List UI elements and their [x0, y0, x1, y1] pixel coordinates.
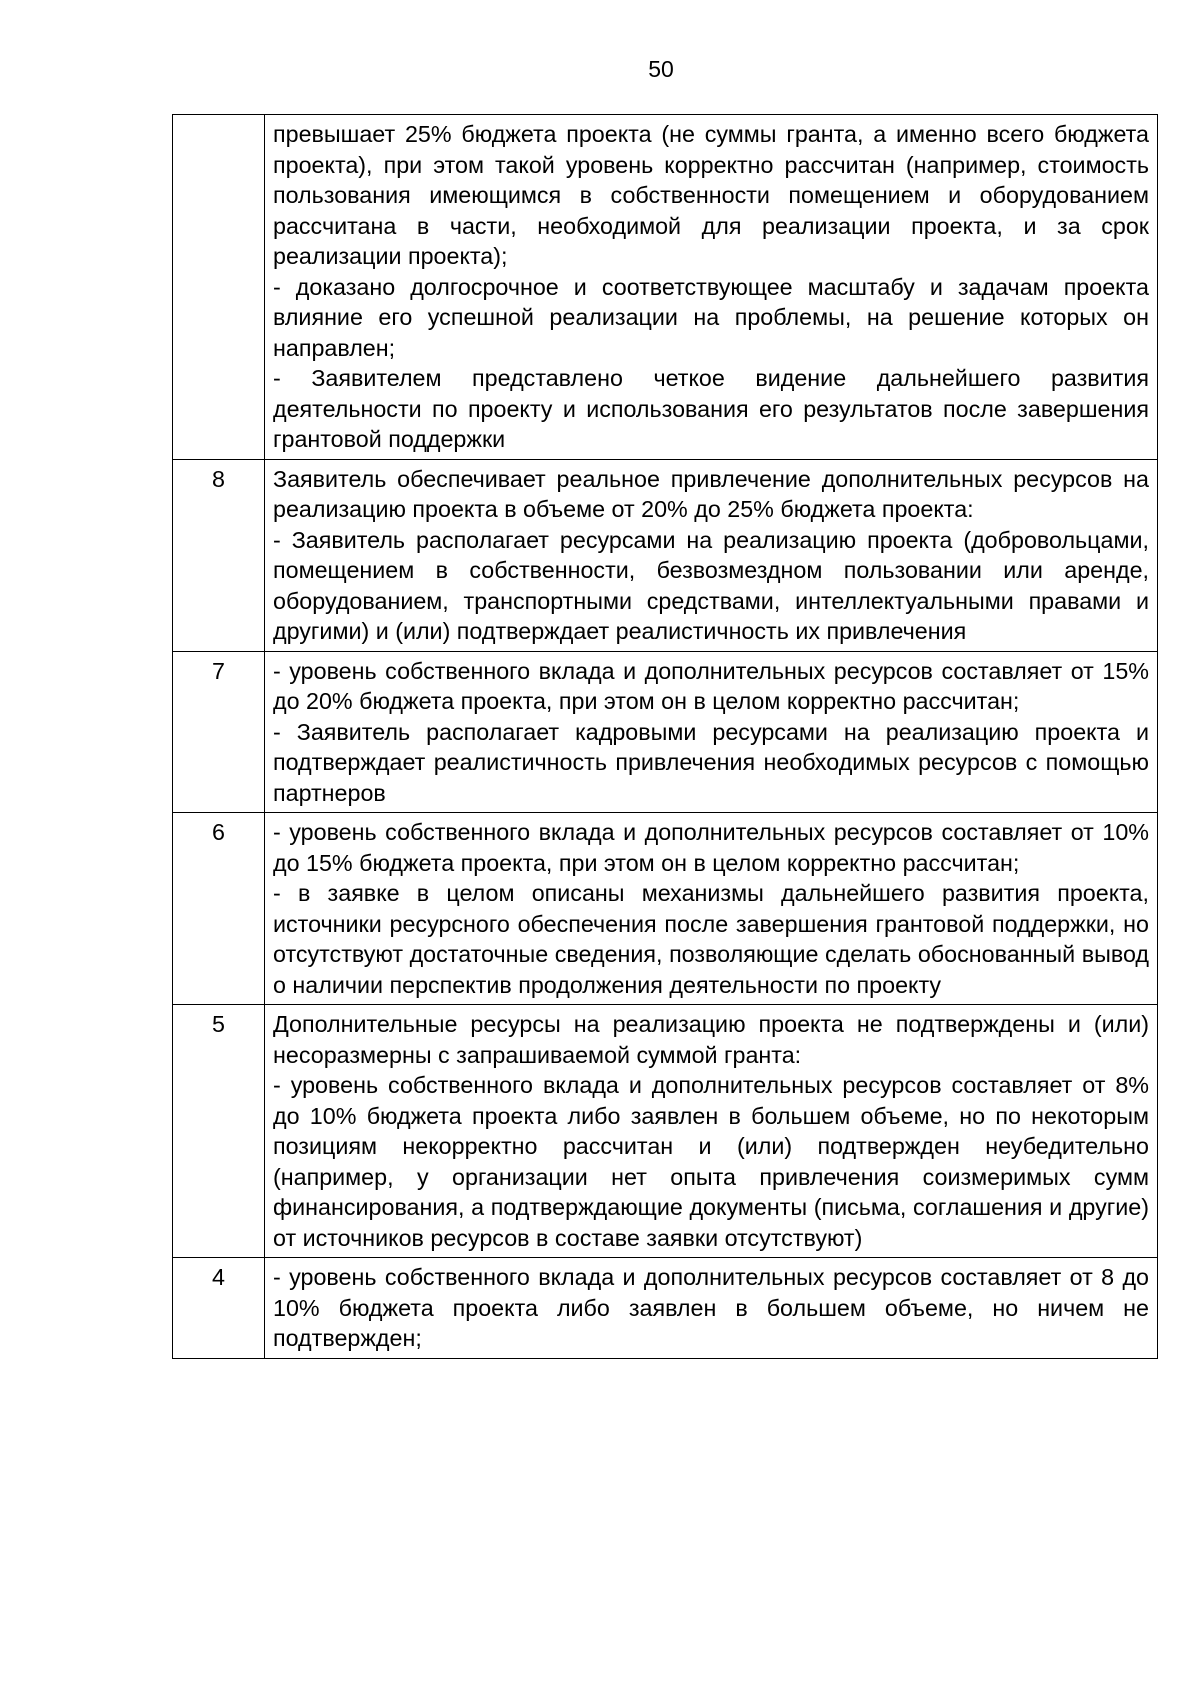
description-cell — [265, 459, 1158, 651]
table-row — [173, 459, 1158, 651]
paragraph: - Заявитель располагает кадровыми ресурсами на реализацию проекта и подтверждает реалистичность привлечения необходимых ресурсов с помощью партнеров — [273, 718, 1149, 806]
page-number: 50 — [648, 56, 674, 82]
table-row — [173, 651, 1158, 813]
table-row — [173, 813, 1158, 1005]
criteria-table — [172, 114, 1158, 1359]
paragraph: превышает 25% бюджета проекта (не суммы гранта, а именно всего бюджета проекта), при этом такой уровень корректно рассчитан (например, стоимость пользования имеющимся в собственности помещением и оборудованием рассчитана в части, необходимой для реализации проекта, и за срок реализации проекта); — [273, 121, 1149, 269]
description-cell — [265, 1258, 1158, 1359]
paragraph: - Заявителем представлено четкое видение дальнейшего развития деятельности по проекту и использования его результатов после завершения грантовой поддержки — [273, 365, 1149, 452]
paragraph: - уровень собственного вклада и дополнительных ресурсов составляет от 8% до 10% бюджета проекта либо заявлен в большем объеме, но по некоторым позициям некорректно рассчитан и (или) подтвержден неубедительно (например, у организации нет опыта привлечения соизмеримых сумм финансирования, а подтверждающие документы (письма, соглашения и другие) от источников ресурсов в составе заявки отсутствуют) — [273, 1072, 1149, 1251]
score-cell: 6 — [173, 813, 265, 1005]
score-cell: 8 — [173, 459, 265, 651]
score-cell — [173, 115, 265, 460]
description-cell — [265, 115, 1158, 460]
paragraph: - Заявитель располагает ресурсами на реализацию проекта (добровольцами, помещением в собственности, безвозмездном пользовании или аренде, оборудованием, транспортными средствами, интеллектуальными правами и другими) и (или) подтверждает реалистичность их привлечения — [273, 526, 1149, 644]
paragraph: - доказано долгосрочное и соответствующее масштабу и задачам проекта влияние его успешной реализации на проблемы, на решение которых он направлен; — [273, 273, 1149, 361]
score-cell: 7 — [173, 651, 265, 813]
score-cell: 4 — [173, 1258, 265, 1359]
score-cell: 5 — [173, 1005, 265, 1258]
paragraph: - в заявке в целом описаны механизмы дальнейшего развития проекта, источники ресурсного обеспечения после завершения грантовой поддержки, но отсутствуют достаточные сведения, позволяющие сделать обоснованный вывод о наличии перспектив продолжения деятельности по проекту — [273, 880, 1149, 998]
paragraph: Дополнительные ресурсы на реализацию проекта не подтверждены и (или) несоразмерны с запрашиваемой суммой гранта: — [273, 1011, 1149, 1068]
description-cell — [265, 813, 1158, 1005]
table-row — [173, 115, 1158, 460]
table-row — [173, 1005, 1158, 1258]
paragraph: - уровень собственного вклада и дополнительных ресурсов составляет от 8 до 10% бюджета проекта либо заявлен в большем объеме, но ничем не подтвержден; — [273, 1264, 1149, 1351]
description-cell — [265, 1005, 1158, 1258]
paragraph: Заявитель обеспечивает реальное привлечение дополнительных ресурсов на реализацию проекта в объеме от 20% до 25% бюджета проекта: — [273, 465, 1149, 522]
description-cell — [265, 651, 1158, 813]
table-row — [173, 1258, 1158, 1359]
paragraph: - уровень собственного вклада и дополнительных ресурсов составляет от 10% до 15% бюджета проекта, при этом он в целом корректно рассчитан; — [273, 819, 1149, 876]
paragraph: - уровень собственного вклада и дополнительных ресурсов составляет от 15% до 20% бюджета проекта, при этом он в целом корректно рассчитан; — [273, 657, 1149, 714]
